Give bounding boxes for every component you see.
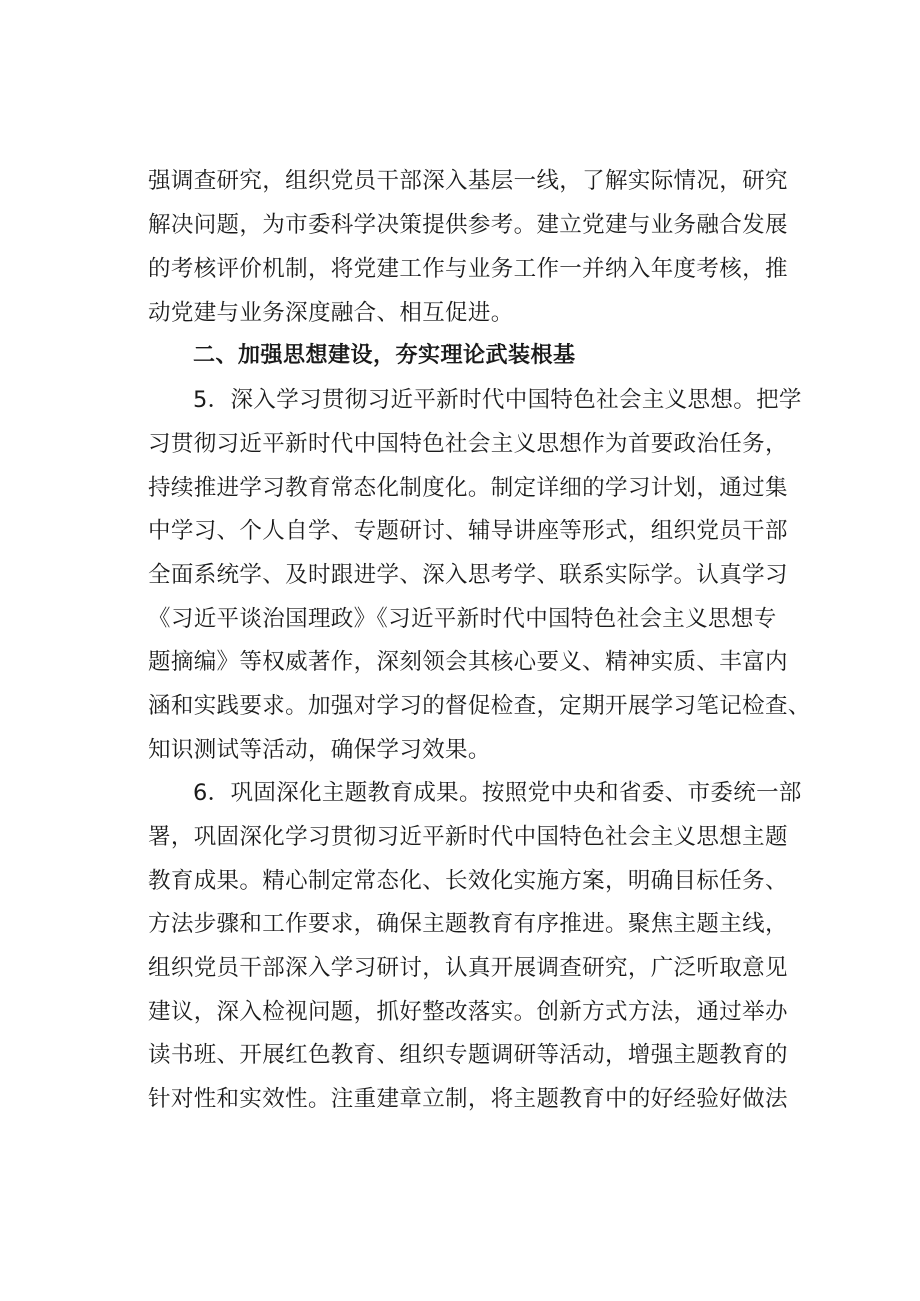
body-text-line: 涵和实践要求。加强对学习的督促检查，定期开展学习笔记检查、	[148, 693, 811, 719]
body-text-line: 署，巩固深化学习贯彻习近平新时代中国特色社会主义思想主题	[148, 824, 788, 850]
body-text-line: 持续推进学习教育常态化制度化。制定详细的学习计划，通过集	[148, 475, 788, 501]
body-text-line: 动党建与业务深度融合、相互促进。	[148, 300, 514, 326]
body-text-line: 习贯彻习近平新时代中国特色社会主义思想作为首要政治任务，	[148, 431, 788, 457]
body-text-line: 方法步骤和工作要求，确保主题教育有序推进。聚焦主题主线，	[148, 911, 788, 937]
body-text-line: 针对性和实效性。注重建章立制，将主题教育中的好经验好做法	[148, 1086, 788, 1112]
body-text-line: 《习近平谈治国理政》《习近平新时代中国特色社会主义思想专	[148, 606, 777, 632]
body-text-line: 组织党员干部深入学习研讨，认真开展调查研究，广泛听取意见	[148, 955, 788, 981]
body-text-line: 读书班、开展红色教育、组织专题调研等活动，增强主题教育的	[148, 1042, 788, 1068]
body-text-line: 全面系统学、及时跟进学、深入思考学、联系实际学。认真学习	[148, 562, 788, 588]
body-text-line: 题摘编》等权威著作，深刻领会其核心要义、精神实质、丰富内	[148, 649, 788, 675]
body-text-line: 知识测试等活动，确保学习效果。	[148, 737, 491, 763]
body-text-line: 中学习、个人自学、专题研讨、辅导讲座等形式，组织党员干部	[148, 518, 788, 544]
body-text-line: 建议，深入检视问题，抓好整改落实。创新方式方法，通过举办	[148, 999, 788, 1025]
body-text-line: 的考核评价机制，将党建工作与业务工作一并纳入年度考核，推	[148, 256, 788, 282]
body-text-line: 解决问题，为市委科学决策提供参考。建立党建与业务融合发展	[148, 212, 788, 238]
body-text-line: 强调查研究，组织党员干部深入基层一线，了解实际情况，研究	[148, 168, 788, 194]
body-text-line: 6．巩固深化主题教育成果。按照党中央和省委、市委统一部	[193, 780, 802, 806]
body-text-line: 教育成果。精心制定常态化、长效化实施方案，明确目标任务、	[148, 868, 788, 894]
body-text-line: 5．深入学习贯彻习近平新时代中国特色社会主义思想。把学	[193, 387, 802, 413]
section-heading: 二、加强思想建设，夯实理论武装根基	[193, 343, 576, 368]
